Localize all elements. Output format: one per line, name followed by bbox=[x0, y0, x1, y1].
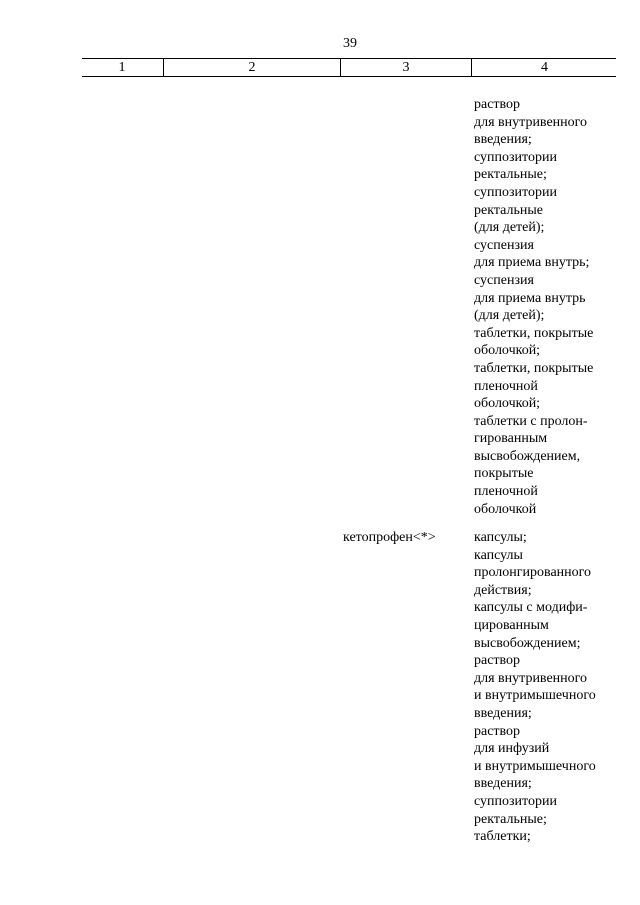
header-col-1: 1 bbox=[118, 60, 126, 75]
header-col-3: 3 bbox=[340, 59, 471, 76]
header-col-4: 4 bbox=[471, 59, 617, 76]
dosage-forms-ketoprofen: капсулы; капсулы пролонгированного действия; капсулы с модифи- цированным высвобождением; раствор для внутривенного и внутримышечного введения; раствор для инфузий и внутримышечного введения; суппозитории ректальные; таблетки; bbox=[474, 530, 596, 845]
page-number: 39 bbox=[343, 36, 357, 51]
drug-name-ketoprofen: кетопрофен<*> bbox=[343, 530, 436, 545]
table-header bbox=[82, 58, 616, 77]
dosage-forms-continued: раствор для внутривенного введения; суппозитории ректальные; суппозитории ректальные (для детей); суспензия для приема внутрь; суспензия для приема внутрь (для детей); таблетки, покрытые оболочкой; таблетки, покрытые пленочной оболочкой; таблетки с пролон- гированным высвобождением, покрытые пленочной оболочкой bbox=[474, 97, 594, 517]
header-col-2: 2 bbox=[163, 59, 340, 76]
